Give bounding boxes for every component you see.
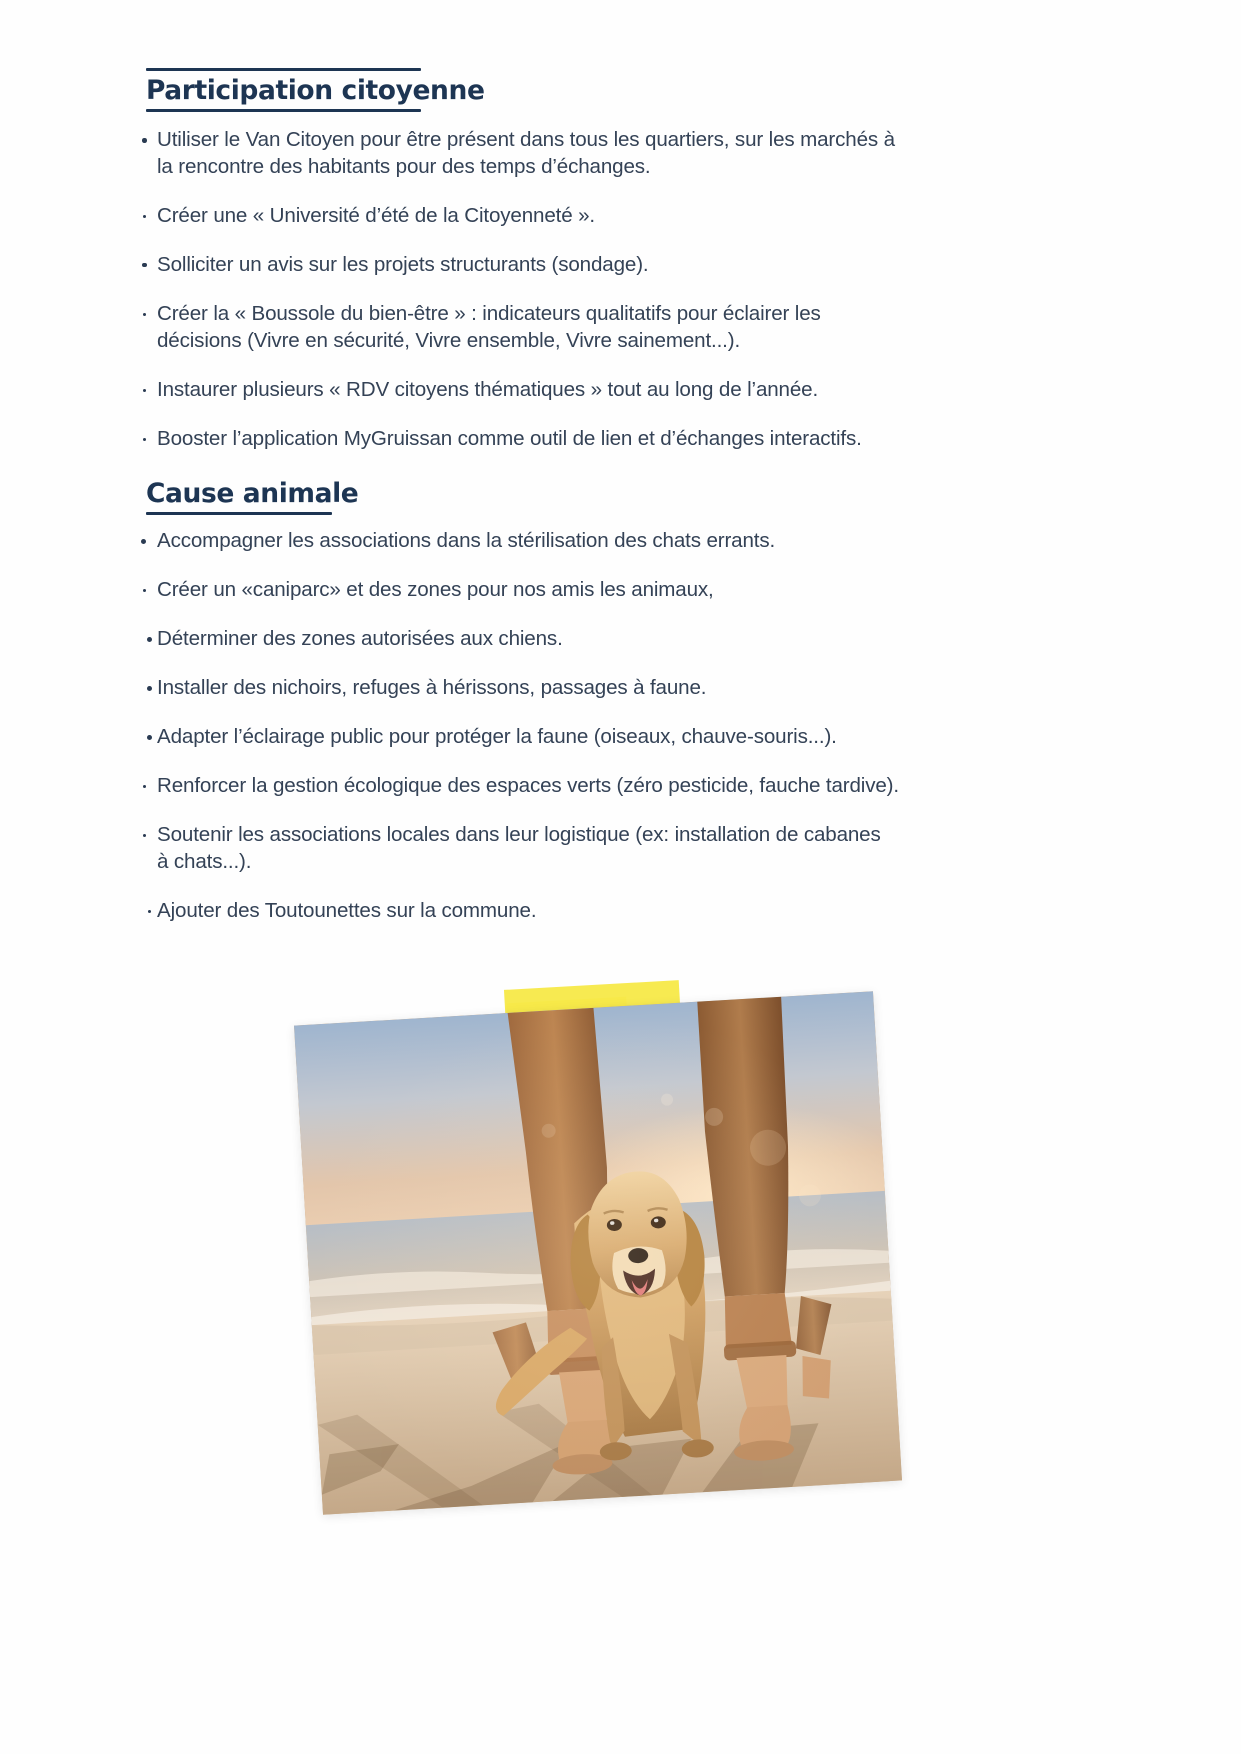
heading-rule-bottom [146, 512, 332, 515]
list-item [138, 773, 899, 800]
list-item-text: Créer un «caniparc» et des zones pour nos amis les animaux, [157, 577, 714, 601]
list-item-text: Utiliser le Van Citoyen pour être présent dans tous les quartiers, sur les marchés à la rencontre des habitants pour des temps d’échanges. [157, 128, 895, 178]
list-item [138, 377, 880, 404]
bullet-point-icon [143, 313, 146, 316]
bullet-point-icon [147, 735, 152, 740]
bullet-point-icon [143, 215, 146, 218]
list-item-text: Déterminer des zones autorisées aux chiens. [157, 626, 563, 650]
list-item-text: Adapter l’éclairage public pour protéger la faune (oiseaux, chauve-souris...). [157, 724, 837, 748]
list-item [138, 626, 880, 653]
bullet-point-icon [143, 389, 146, 392]
bullet-point-icon [142, 263, 147, 268]
list-item [138, 724, 899, 751]
list-item-text: Solliciter un avis sur les projets structurants (sondage). [157, 252, 649, 276]
bullet-list-cause-animale [138, 528, 899, 925]
list-item [138, 203, 880, 230]
heading-label: Cause animale [146, 478, 359, 509]
heading-label: Participation citoyenne [146, 75, 485, 106]
list-item [138, 675, 880, 702]
list-item-text: Créer la « Boussole du bien-être » : indicateurs qualitatifs pour éclairer les décisions (Vivre en sécurité, Vivre ensemble, Vivre sainement...). [157, 301, 821, 352]
list-item [138, 577, 880, 604]
list-item-text: Soutenir les associations locales dans leur logistique (ex: installation de cabanes à chats...). [157, 822, 881, 873]
list-item [138, 898, 880, 925]
bullet-point-icon [147, 686, 152, 691]
list-item-text: Accompagner les associations dans la stérilisation des chats errants. [157, 529, 776, 552]
beach-dog-photo [294, 991, 902, 1515]
bullet-point-icon [143, 785, 146, 788]
bullet-point-icon [147, 637, 152, 642]
list-item [138, 252, 880, 279]
bullet-point-icon [143, 589, 146, 592]
heading-rule-bottom [146, 109, 421, 112]
bullet-point-icon [143, 438, 146, 441]
list-item [138, 301, 905, 355]
photo-block [300, 980, 900, 1540]
list-item [138, 426, 899, 453]
list-item [138, 528, 880, 555]
list-item [138, 127, 899, 181]
list-item-text: Installer des nichoirs, refuges à hérissons, passages à faune. [157, 675, 707, 699]
list-item-text: Renforcer la gestion écologique des espaces verts (zéro pesticide, fauche tardive). [157, 773, 899, 797]
list-item-text: Instaurer plusieurs « RDV citoyens thématiques » tout au long de l’année. [157, 377, 819, 401]
list-item-text: Ajouter des Toutounettes sur la commune. [157, 898, 537, 922]
beach-dog-illustration [294, 991, 902, 1515]
bullet-list-participation-citoyenne [138, 127, 895, 453]
bullet-point-icon [143, 834, 146, 837]
bullet-point-icon [148, 910, 151, 913]
section-heading-cause-animale [146, 478, 359, 515]
section-heading-participation-citoyenne [146, 68, 485, 112]
bullet-point-icon [141, 539, 146, 544]
bullet-point-icon [142, 138, 147, 143]
list-item-text: Booster l’application MyGruissan comme outil de lien et d’échanges interactifs. [157, 426, 862, 450]
list-item [138, 822, 897, 876]
list-item-text: Créer une « Université d’été de la Citoyenneté ». [157, 203, 595, 227]
